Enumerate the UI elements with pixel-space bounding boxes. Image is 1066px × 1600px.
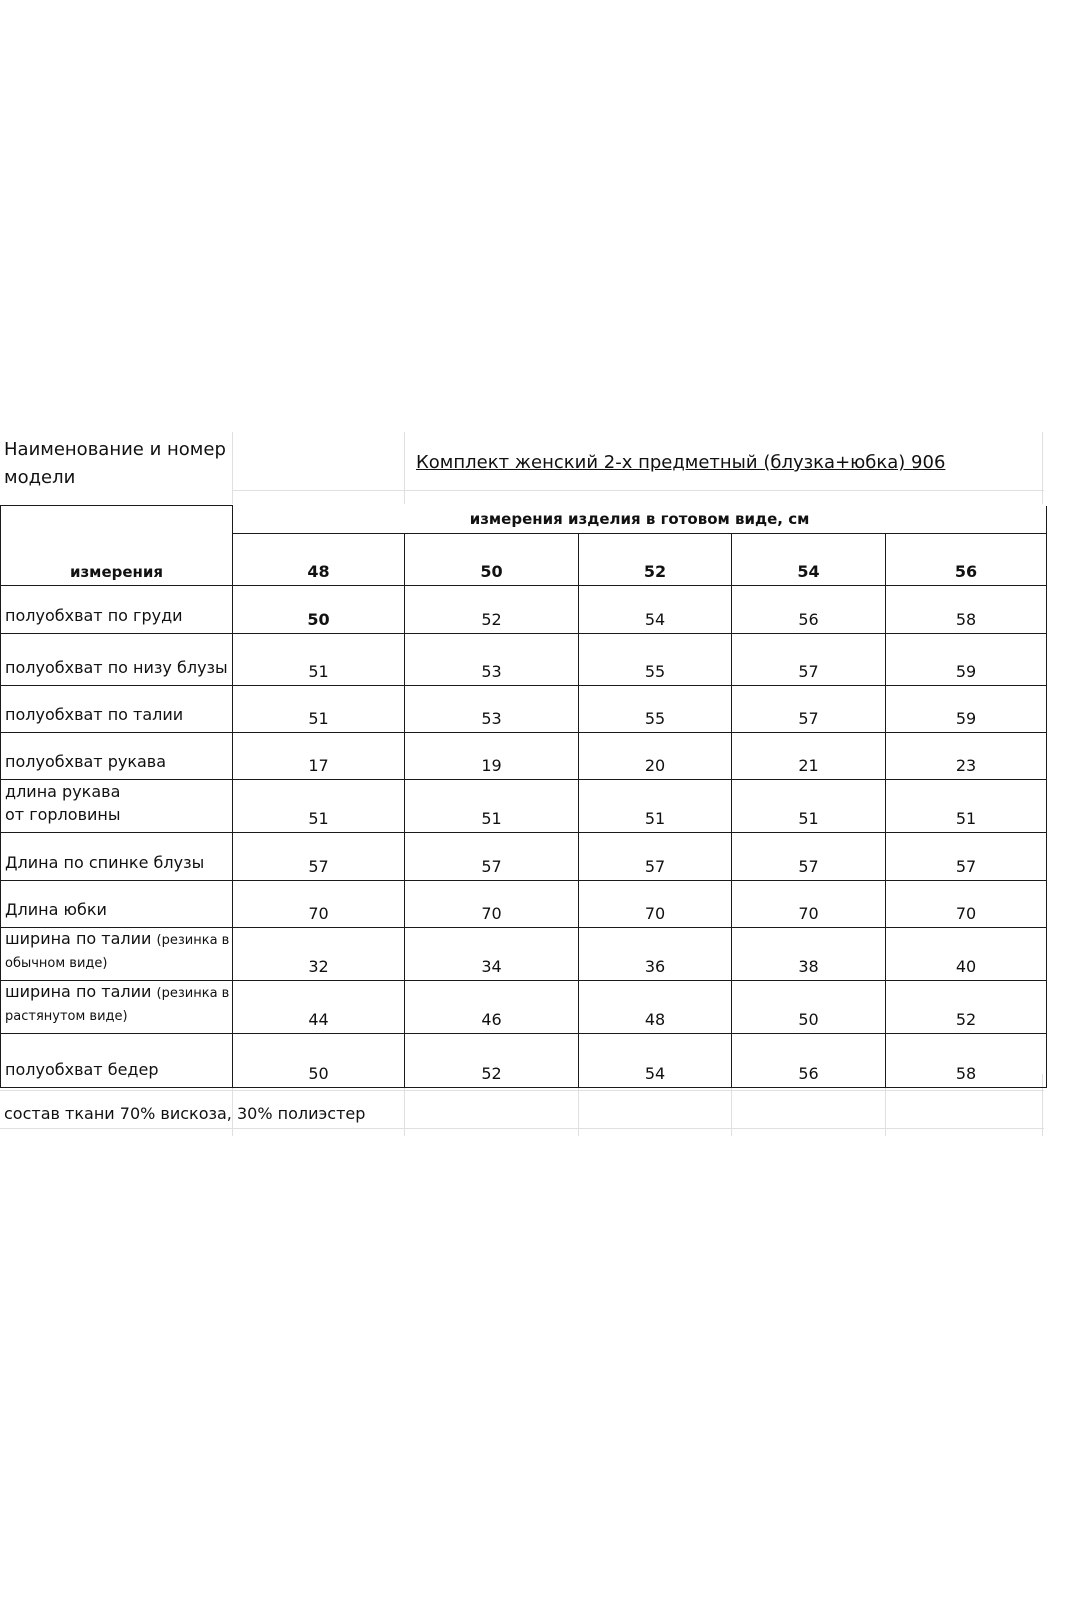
cell-value: 57 — [405, 833, 579, 881]
cell-value: 23 — [886, 733, 1047, 780]
model-label-line2: модели — [4, 467, 76, 488]
row-label-main: полуобхват рукава — [5, 752, 167, 771]
size-header: 50 — [405, 534, 579, 586]
cell-value: 57 — [732, 686, 886, 733]
cell-value: 55 — [579, 634, 732, 686]
size-header: 56 — [886, 534, 1047, 586]
cell-value: 70 — [732, 881, 886, 928]
row-label-note: (резинка в обычном виде) — [5, 933, 230, 971]
cell-value: 50 — [233, 1034, 405, 1088]
row-label-main: длина рукава от горловины — [5, 782, 121, 824]
row-label-main: полуобхват по низу блузы — [5, 658, 228, 677]
row-label-note: (резинка в растянутом виде) — [5, 986, 230, 1024]
row-label-main: ширина по талии — [5, 982, 152, 1001]
cell-value: 56 — [732, 586, 886, 634]
cell-value: 70 — [233, 881, 405, 928]
row-label-main: ширина по талии — [5, 929, 152, 948]
cell-value: 52 — [886, 981, 1047, 1034]
cell-value: 19 — [405, 733, 579, 780]
row-label — [1, 833, 233, 881]
cell-value: 54 — [579, 586, 732, 634]
fabric-composition: состав ткани 70% вискоза, 30% полиэстер — [4, 1104, 366, 1123]
cell-value: 70 — [579, 881, 732, 928]
row-label — [1, 928, 233, 981]
row-label — [1, 733, 233, 780]
cell-value: 58 — [886, 586, 1047, 634]
cell-value: 38 — [732, 928, 886, 981]
cell-value: 57 — [732, 634, 886, 686]
cell-value: 50 — [233, 586, 405, 634]
row-label — [1, 586, 233, 634]
size-header: 52 — [579, 534, 732, 586]
cell-value: 32 — [233, 928, 405, 981]
cell-value: 46 — [405, 981, 579, 1034]
cell-value: 57 — [886, 833, 1047, 881]
cell-value: 44 — [233, 981, 405, 1034]
cell-value: 53 — [405, 686, 579, 733]
row-label-main: полуобхват по талии — [5, 705, 184, 724]
cell-value: 17 — [233, 733, 405, 780]
row-label-main: Длина по спинке блузы — [5, 853, 205, 872]
table-row — [1, 981, 1047, 1034]
table-row — [1, 733, 1047, 780]
cell-value: 70 — [886, 881, 1047, 928]
cell-value: 55 — [579, 686, 732, 733]
cell-value: 59 — [886, 634, 1047, 686]
table-row — [1, 686, 1047, 733]
cell-value: 51 — [405, 780, 579, 833]
cell-value: 20 — [579, 733, 732, 780]
cell-value: 51 — [233, 780, 405, 833]
row-label-main: полуобхват бедер — [5, 1060, 159, 1079]
row-label — [1, 780, 233, 833]
cell-value: 48 — [579, 981, 732, 1034]
cell-value: 51 — [886, 780, 1047, 833]
cell-value: 51 — [732, 780, 886, 833]
table-row — [1, 928, 1047, 981]
row-label — [1, 686, 233, 733]
cell-value: 34 — [405, 928, 579, 981]
cell-value: 58 — [886, 1034, 1047, 1088]
cell-value: 36 — [579, 928, 732, 981]
cell-value: 51 — [579, 780, 732, 833]
cell-value: 40 — [886, 928, 1047, 981]
table-row — [1, 780, 1047, 833]
row-label — [1, 881, 233, 928]
cell-value: 56 — [732, 1034, 886, 1088]
table-row — [1, 1034, 1047, 1088]
cell-value: 52 — [405, 586, 579, 634]
cell-value: 21 — [732, 733, 886, 780]
size-chart-table — [0, 505, 1047, 1088]
model-label-line1: Наименование и номер — [4, 439, 226, 460]
cell-value: 52 — [405, 1034, 579, 1088]
row-label — [1, 634, 233, 686]
row-label-main: полуобхват по груди — [5, 606, 183, 625]
model-label — [4, 436, 232, 492]
measurements-header: измерения — [1, 506, 233, 586]
table-row — [1, 634, 1047, 686]
cell-value: 50 — [732, 981, 886, 1034]
row-label — [1, 981, 233, 1034]
size-header: 54 — [732, 534, 886, 586]
cell-value: 51 — [233, 634, 405, 686]
cell-value: 54 — [579, 1034, 732, 1088]
cell-value: 57 — [233, 833, 405, 881]
cell-value: 53 — [405, 634, 579, 686]
cell-value: 51 — [233, 686, 405, 733]
size-header: 48 — [233, 534, 405, 586]
cell-value: 59 — [886, 686, 1047, 733]
row-label — [1, 1034, 233, 1088]
table-row — [1, 586, 1047, 634]
model-title: Комплект женский 2-х предметный (блузка+юбка) 906 — [416, 452, 946, 473]
cell-value: 70 — [405, 881, 579, 928]
row-label-main: Длина юбки — [5, 900, 107, 919]
table-row — [1, 833, 1047, 881]
table-row — [1, 881, 1047, 928]
cell-value: 57 — [579, 833, 732, 881]
group-header: измерения изделия в готовом виде, см — [233, 506, 1047, 534]
cell-value: 57 — [732, 833, 886, 881]
